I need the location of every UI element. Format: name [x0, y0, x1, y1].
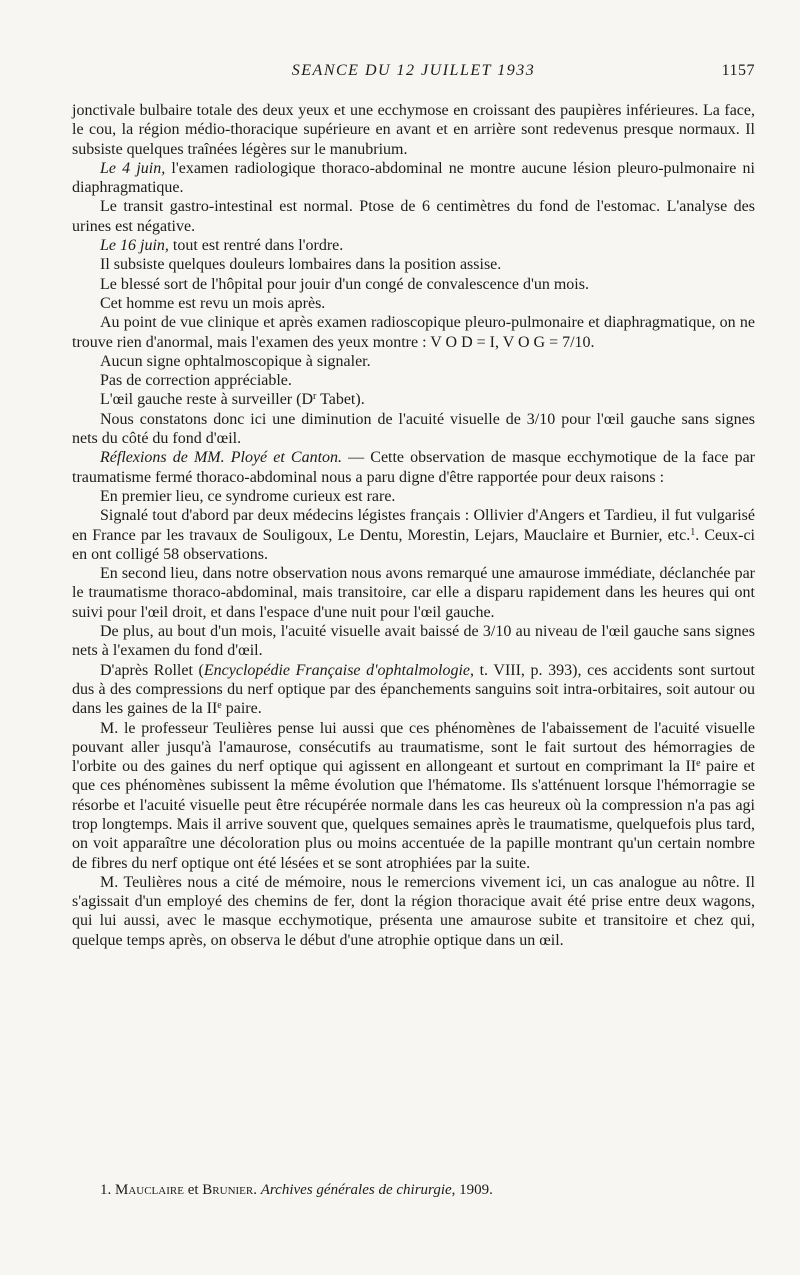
page-number: 1157: [721, 62, 755, 79]
paragraph-text-tail: paire.: [221, 700, 262, 718]
paragraph-text: jonctivale bulbaire totale des deux yeux et une ecchymose en croissant des paupières inférieures. La face, le cou, la région médio-thoracique supérieure en avant et en arrière sont redevenus presque normaux. Il subsiste quelques traînées légères sur le manubrium.: [72, 102, 755, 158]
footnote: [100, 1181, 755, 1200]
paragraph: [72, 275, 755, 294]
paragraph-italic: Encyclopédie Française d'ophtalmologie: [203, 661, 470, 679]
paragraph: [72, 236, 755, 255]
paragraph-text: Nous constatons donc ici une diminution de l'acuité visuelle de 3/10 pour l'œil gauche sans signes nets du côté du fond d'œil.: [72, 410, 755, 448]
paragraph-text-tail: Tabet).: [316, 391, 365, 409]
footnote-author-1: Mauclaire: [115, 1182, 184, 1198]
paragraph: [72, 564, 755, 622]
paragraph-superscript: 1: [690, 526, 696, 538]
paragraph-lead: Le 16 juin,: [100, 237, 169, 255]
paragraph-text: Le transit gastro-intestinal est normal. Ptose de 6 centimètres du fond de l'estomac. L'analyse des urines est négative.: [72, 198, 755, 235]
footnote-author-2: Brunier: [202, 1182, 254, 1198]
paragraph: [72, 448, 755, 487]
paragraph: [72, 390, 755, 409]
paragraph-text: tout est rentré dans l'ordre.: [168, 237, 344, 255]
running-header: [72, 62, 755, 84]
paragraph-text-tail: . Ceux-ci en ont colligé 58 observations.: [72, 526, 755, 563]
paragraph-text: Signalé tout d'abord par deux médecins légistes français : Ollivier d'Angers et Tardieu, il fut vulgarisé en France par les travaux de Souligoux, Le Dentu, Morestin, Lejars, Mauclaire et Burnier, etc.: [72, 507, 755, 544]
paragraph-text: Il subsiste quelques douleurs lombaires dans la position assise.: [100, 256, 502, 274]
paragraph: [72, 159, 755, 198]
paragraph-text: En premier lieu, ce syndrome curieux est rare.: [100, 487, 396, 505]
paragraph-text: En second lieu, dans notre observation nous avons remarqué une amaurose immédiate, déclanchée par le traumatisme thoraco-abdominal, mais transitoire, car elle a disparu rapidement dans les heures qui ont suivi pour l'œil droit, et dans l'espace d'une nuit pour l'œil gauche.: [72, 565, 755, 621]
paragraph-text: l'examen radiologique thoraco-abdominal ne montre aucune lésion pleuro-pulmonaire ni diaphragmatique.: [72, 159, 756, 197]
paragraph-text: L'œil gauche reste à surveiller (D: [100, 391, 314, 409]
paragraph-text: — Cette observation de masque ecchymotique de la face par traumatisme fermé thoraco-abdominal nous a paru digne d'être rapportée pour deux raisons :: [72, 449, 756, 486]
paragraph-text-tail: , t. VIII, p. 393), ces accidents sont surtout dus à des compressions du nerf optique par des épanchements sanguins soit intra-orbitaires, soit autour ou dans les gaines de la II: [72, 661, 755, 718]
paragraph-text: Le blessé sort de l'hôpital pour jouir d'un congé de convalescence d'un mois.: [100, 275, 589, 293]
paragraph-superscript: r: [313, 391, 317, 403]
paragraph-superscript: e: [696, 758, 701, 770]
paragraph: [72, 313, 755, 352]
paragraph: [72, 661, 755, 719]
paragraph-superscript: e: [217, 700, 222, 712]
paragraph-text: Au point de vue clinique et après examen radioscopique pleuro-pulmonaire et diaphragmatique, on ne trouve rien d'anormal, mais l'examen des yeux montre : V O D = I, V O G = 7/10.: [72, 314, 755, 351]
footnote-separator: .: [253, 1182, 261, 1198]
paragraph-text: Cet homme est revu un mois après.: [100, 294, 326, 312]
paragraph-text: M. le professeur Teulières pense lui aussi que ces phénomènes de l'abaissement de l'acuité visuelle pouvant aller jusqu'à l'amaurose, consécutifs au traumatisme, sont le fait surtout des hémorragies de l'orbite ou des gaines du nerf optique qui agissent en allongeant et surtout en comprimant la II: [72, 719, 755, 776]
paragraph-lead: Le 4 juin,: [100, 159, 166, 177]
paragraph-lead: Réflexions de MM. Ployé et Canton.: [100, 449, 343, 467]
footnote-year: , 1909.: [451, 1182, 493, 1198]
article-body: [72, 101, 755, 950]
paragraph: [72, 197, 755, 236]
paragraph: [72, 506, 755, 564]
paragraph-text-tail: paire et que ces phénomènes subissent la même évolution que l'hématome. Ils s'atténuent lorsque l'hémorragie se résorbe et l'acuité visuelle peut être récupérée normale dans les cas heureux où la compression n'a pas agi trop longtemps. Mais il arrive souvent que, quelques semaines après le traumatisme, quelquefois plus tard, on voit apparaître une décoloration plus ou moins accentuée de la papille montrant qu'un certain nombre de fibres du nerf optique ont été lésées et se sont atrophiées par la suite.: [72, 758, 755, 872]
paragraph: [72, 101, 755, 159]
paragraph: [72, 371, 755, 390]
paragraph-text: D'après Rollet (: [100, 661, 204, 679]
paragraph: [72, 873, 755, 950]
footnote-conjunction: et: [183, 1182, 203, 1198]
paragraph: [72, 410, 755, 449]
paragraph-text: M. Teulières nous a cité de mémoire, nous le remercions vivement ici, un cas analogue au nôtre. Il s'agissait d'un employé des chemins de fer, dont la région thoracique avait été prise entre deux wagons, qui lui aussi, avec le masque ecchymotique, présenta une amaurose subite et transitoire et chez qui, quelque temps après, on observa le début d'une atrophie optique dans un œil.: [72, 873, 755, 949]
paragraph-text: De plus, au bout d'un mois, l'acuité visuelle avait baissé de 3/10 au niveau de l'œil gauche sans signes nets à l'examen du fond d'œil.: [72, 623, 755, 660]
header-title: SEANCE DU 12 JUILLET 1933: [291, 62, 536, 79]
footnote-journal: Archives générales de chirurgie: [260, 1182, 452, 1198]
paragraph: [72, 255, 755, 274]
paragraph: [72, 352, 755, 371]
paragraph: [72, 622, 755, 661]
footnote-number: 1.: [100, 1182, 112, 1198]
paragraph-text: Pas de correction appréciable.: [100, 372, 292, 390]
paragraph-text: Aucun signe ophtalmoscopique à signaler.: [100, 352, 371, 370]
paragraph: [72, 294, 755, 313]
paragraph: [72, 719, 755, 873]
paragraph: [72, 487, 755, 506]
